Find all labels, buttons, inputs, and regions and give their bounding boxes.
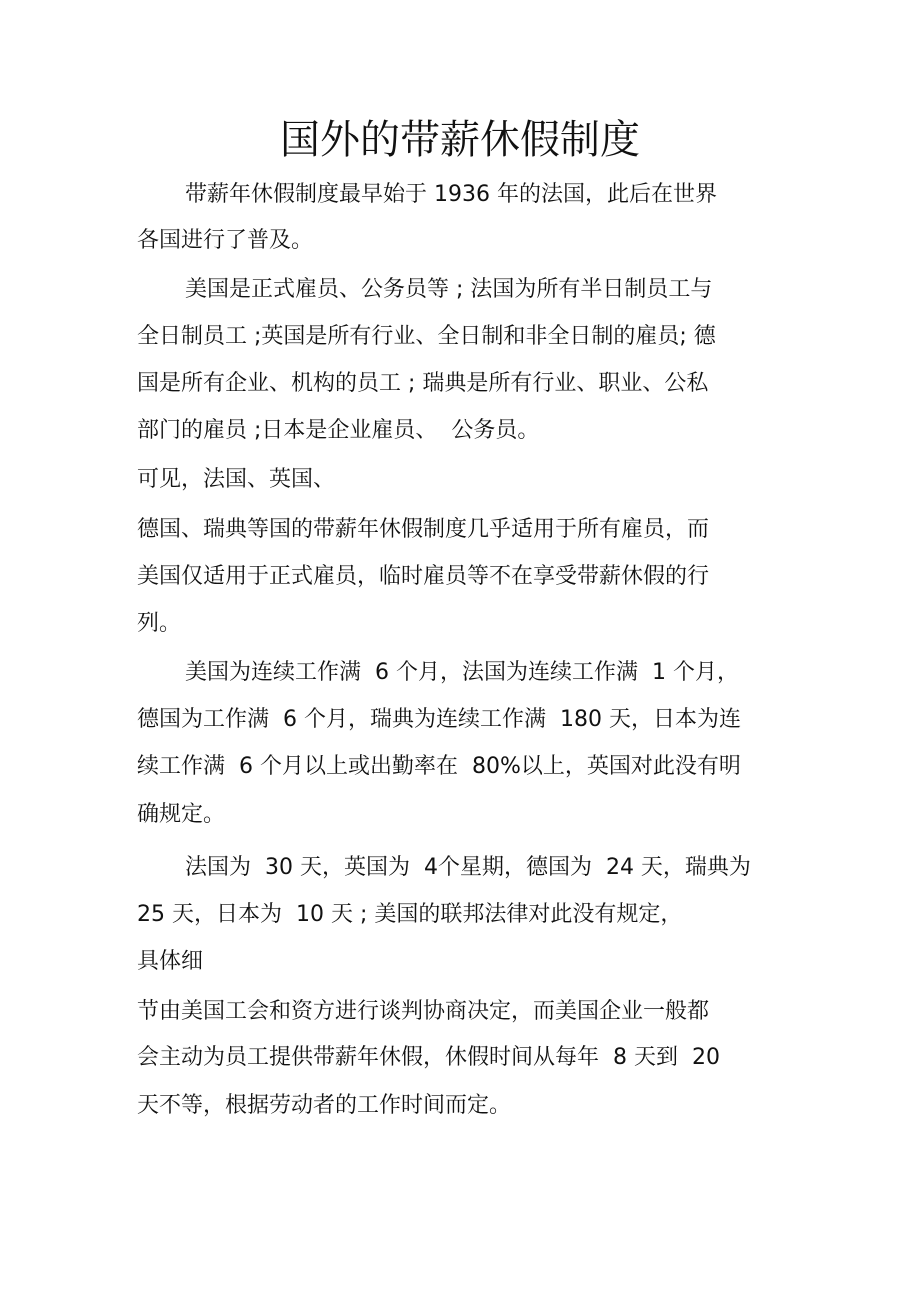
text-line: 各国进行了普及。 bbox=[137, 228, 314, 253]
text-line: 美国仅适用于正式雇员，临时雇员等不在享受带薪休假的行 bbox=[137, 564, 710, 589]
text-line: 确规定。 bbox=[137, 802, 226, 827]
text-line: 德国为工作满 6 个月，瑞典为连续工作满 180 天，日本为连 bbox=[137, 707, 741, 732]
text-line: 列。 bbox=[137, 611, 182, 636]
text-line: 带薪年休假制度最早始于 1936 年的法国，此后在世界 bbox=[185, 182, 717, 207]
text-line: 25 天，日本为 10 天 ; 美国的联邦法律对此没有规定， bbox=[137, 902, 683, 927]
text-line: 美国是正式雇员、公务员等 ; 法国为所有半日制员工与 bbox=[185, 277, 713, 302]
text-line: 可见，法国、英国、 bbox=[137, 467, 336, 492]
text-line: 节由美国工会和资方进行谈判协商决定，而美国企业一般都 bbox=[137, 999, 710, 1024]
text-line: 具体细 bbox=[137, 949, 204, 974]
text-line: 会主动为员工提供带薪年休假，休假时间从每年 8 天到 20 bbox=[137, 1045, 720, 1070]
text-line: 全日制员工 ;英国是所有行业、全日制和非全日制的雇员; 德 bbox=[137, 324, 716, 349]
text-line: 美国为连续工作满 6 个月，法国为连续工作满 1 个月， bbox=[185, 660, 739, 685]
document-title: 国外的带薪休假制度 bbox=[280, 117, 640, 163]
text-line: 德国、瑞典等国的带薪年休假制度几乎适用于所有雇员，而 bbox=[137, 517, 710, 542]
text-line: 法国为 30 天，英国为 4个星期，德国为 24 天，瑞典为 bbox=[185, 855, 751, 880]
text-line: 部门的雇员 ;日本是企业雇员、 公务员。 bbox=[137, 418, 540, 443]
text-line: 国是所有企业、机构的员工 ; 瑞典是所有行业、职业、公私 bbox=[137, 371, 709, 396]
text-line: 续工作满 6 个月以上或出勤率在 80%以上，英国对此没有明 bbox=[137, 754, 741, 779]
text-line: 天不等，根据劳动者的工作时间而定。 bbox=[137, 1093, 512, 1118]
